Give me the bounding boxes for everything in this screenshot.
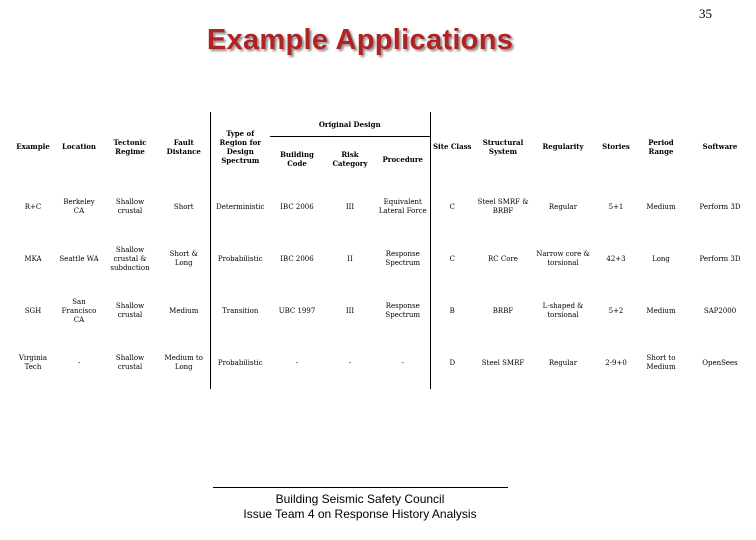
header-fault-distance: Fault Distance (166, 137, 201, 156)
cell-site-class: D (430, 337, 474, 389)
header-software: Software (702, 142, 738, 151)
cell-structural-system: Steel SMRF (481, 358, 525, 367)
applications-table-container (10, 112, 741, 389)
cell-software: Perform 3D (699, 202, 741, 211)
cell-location: Berkeley CA (63, 198, 95, 215)
header-structural-system: Structural System (482, 137, 524, 156)
cell-building-code: UBC 1997 (278, 306, 316, 315)
header-tectonic-regime: Tectonic Regime (113, 137, 147, 156)
cell-example: Virginia Tech (18, 354, 48, 371)
cell-stories: 5+1 (608, 202, 624, 211)
cell-location: Seattle WA (59, 254, 99, 263)
cell-risk-category: III (345, 306, 355, 315)
cell-site-class: B (430, 285, 474, 337)
cell-fault-distance: Short (173, 202, 194, 211)
applications-table (10, 112, 756, 389)
cell-procedure: Response Spectrum (385, 250, 421, 267)
cell-tectonic-regime: Shallow crustal (115, 354, 145, 371)
cell-regularity: Regular (548, 358, 578, 367)
cell-stories: 2-9+0 (605, 358, 627, 367)
cell-regularity: L-shaped & torsional (542, 302, 584, 319)
table-row (10, 233, 756, 285)
cell-period-range: Long (652, 254, 670, 263)
cell-building-code: - (295, 358, 299, 367)
cell-period-range: Medium (646, 306, 676, 315)
table-row (10, 285, 756, 337)
header-stories: Stories (602, 142, 630, 151)
header-original-design: Original Design (270, 112, 430, 137)
cell-location: San Francisco CA (61, 297, 97, 324)
table-row (10, 181, 756, 233)
cell-type-of-region: Probabilistic (210, 233, 270, 285)
cell-type-of-region: Deterministic (210, 181, 270, 233)
cell-fault-distance: Medium to Long (164, 354, 203, 371)
cell-period-range: Medium (646, 202, 676, 211)
cell-building-code: IBC 2006 (280, 254, 314, 263)
cell-regularity: Regular (548, 202, 578, 211)
cell-procedure: Equivalent Lateral Force (378, 198, 427, 215)
cell-example: R+C (24, 202, 42, 211)
cell-structural-system: BRBF (492, 306, 514, 315)
cell-regularity: Narrow core & torsional (536, 250, 590, 267)
cell-structural-system: Steel SMRF & BRBF (477, 198, 529, 215)
cell-tectonic-regime: Shallow crustal (115, 302, 145, 319)
cell-site-class: C (430, 233, 474, 285)
cell-type-of-region: Probabilistic (210, 337, 270, 389)
cell-procedure: Response Spectrum (385, 302, 421, 319)
header-regularity: Regularity (542, 142, 584, 151)
cell-tectonic-regime: Shallow crustal & subduction (110, 245, 150, 272)
header-building-code: Building Code (280, 150, 314, 168)
cell-software: Perform 3D (699, 254, 741, 263)
cell-fault-distance: Short & Long (169, 250, 198, 267)
cell-example: SGH (24, 306, 42, 315)
footer-team: Issue Team 4 on Response History Analysis (243, 507, 477, 521)
cell-structural-system: RC Core (488, 254, 518, 263)
cell-risk-category: II (347, 254, 353, 263)
cell-stories: 42+3 (606, 254, 626, 263)
footer (200, 492, 520, 522)
header-example: Example (16, 142, 50, 151)
footer-divider (213, 487, 508, 488)
cell-risk-category: III (345, 202, 355, 211)
page-number: 35 (699, 6, 712, 21)
cell-software: OpenSees (702, 358, 738, 367)
cell-stories: 5+2 (608, 306, 624, 315)
cell-risk-category: - (348, 358, 352, 367)
footer-organization: Building Seismic Safety Council (275, 492, 445, 506)
cell-site-class: C (430, 181, 474, 233)
header-risk-category: Risk Category (332, 150, 368, 168)
header-period-range: Period Range (648, 137, 674, 156)
cell-fault-distance: Medium (169, 306, 199, 315)
cell-type-of-region: Transition (210, 285, 270, 337)
cell-building-code: IBC 2006 (280, 202, 314, 211)
cell-tectonic-regime: Shallow crustal (115, 198, 145, 215)
header-location: Location (61, 142, 97, 151)
table-row (10, 337, 756, 389)
cell-procedure: - (401, 358, 404, 367)
header-site-class: Site Class (430, 112, 474, 181)
cell-example: MKA (24, 254, 42, 263)
cell-location: - (77, 358, 81, 367)
cell-period-range: Short to Medium (646, 354, 676, 371)
header-type-of-region: Type of Region for Design Spectrum (210, 112, 270, 181)
page-title: Example Applications (206, 24, 514, 56)
cell-software: SAP2000 (703, 306, 737, 315)
header-procedure: Procedure (382, 154, 423, 164)
